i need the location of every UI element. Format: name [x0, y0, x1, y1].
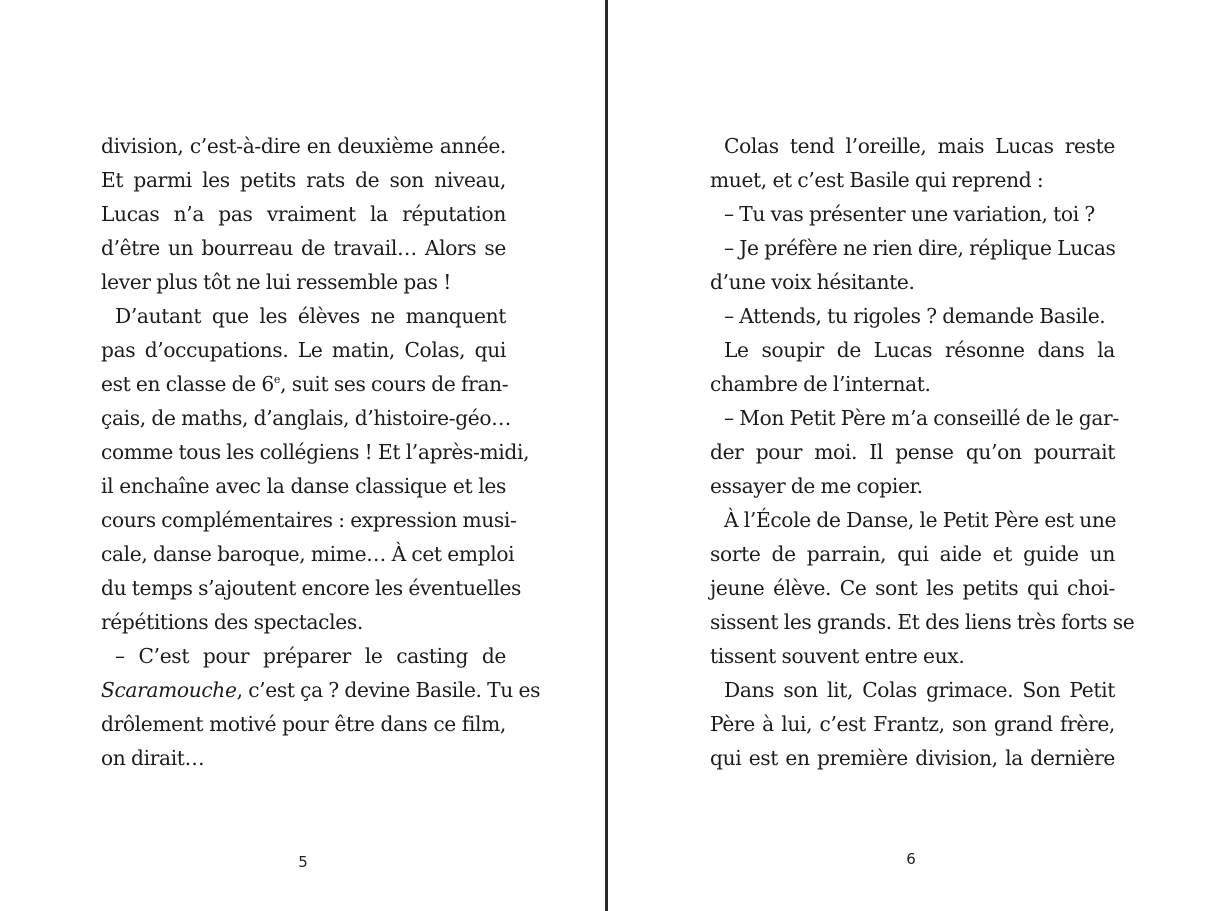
text-segment: , c’est ça ? devine Basile. Tu es [236, 678, 541, 702]
italic-title: Scaramouche [101, 678, 237, 702]
text-segment: der pour moi. Il pense qu’on pourrait [710, 440, 1115, 464]
text-line [710, 367, 1115, 401]
text-line [710, 129, 1115, 163]
text-segment: – C’est pour préparer le casting de [115, 644, 506, 668]
text-segment: Dans son lit, Colas grimace. Son Petit [724, 678, 1115, 702]
text-segment: Colas tend l’oreille, mais Lucas reste [724, 134, 1115, 158]
text-segment: cale, danse baroque, mime… À cet emploi [101, 542, 515, 566]
text-segment: D’autant que les élèves ne manquent [115, 304, 506, 328]
text-line [101, 197, 506, 231]
text-line [710, 741, 1115, 775]
text-line [710, 605, 1135, 639]
text-line [101, 503, 517, 537]
text-segment: division, c’est-à-dire en deuxième année. [101, 134, 506, 158]
text-segment: cours complémentaires : expression musi- [101, 508, 517, 532]
text-line [710, 435, 1115, 469]
text-segment: sissent les grands. Et des liens très forts se [710, 610, 1135, 634]
text-segment: – Tu vas présenter une variation, toi ? [724, 202, 1095, 226]
text-line [710, 503, 1115, 537]
text-segment: d’une voix hésitante. [710, 270, 915, 294]
text-segment: pas d’occupations. Le matin, Colas, qui [101, 338, 506, 362]
text-segment: sorte de parrain, qui aide et guide un [710, 542, 1115, 566]
text-line [101, 367, 509, 401]
text-segment: d’être un bourreau de travail… Alors se [101, 236, 506, 260]
text-segment: est en classe de 6 [101, 372, 274, 396]
text-line [710, 333, 1115, 367]
text-segment: Lucas n’a pas vraiment la réputation [101, 202, 506, 226]
left-page-body [101, 129, 541, 775]
book-gutter [605, 0, 608, 911]
text-line [101, 639, 506, 673]
text-segment: – Attends, tu rigoles ? demande Basile. [724, 304, 1106, 328]
right-page [609, 0, 1212, 911]
text-line [101, 571, 522, 605]
text-segment: tissent souvent entre eux. [710, 644, 965, 668]
text-line [101, 469, 506, 503]
text-line [710, 265, 1115, 299]
text-segment: , [280, 372, 292, 396]
text-line [710, 571, 1115, 605]
text-line [101, 265, 506, 299]
text-segment: il enchaîne avec la danse classique et les [101, 474, 506, 498]
text-line [101, 537, 515, 571]
text-segment: – Mon Petit Père m’a conseillé de le gar- [724, 406, 1119, 430]
text-segment: du temps s’ajoutent encore les éventuelles [101, 576, 522, 600]
text-line [710, 537, 1115, 571]
text-line [101, 435, 530, 469]
text-line [101, 707, 506, 741]
text-segment: çais, de maths, d’anglais, d’histoire-géo… [101, 406, 512, 430]
text-segment: Le soupir de Lucas résonne dans la [724, 338, 1115, 362]
text-line [101, 401, 512, 435]
text-segment: répétitions des spectacles. [101, 610, 363, 634]
text-segment: comme tous les collégiens ! Et l’après-midi, [101, 440, 530, 464]
text-segment: on dirait… [101, 746, 205, 770]
text-line [101, 605, 506, 639]
text-segment: Père à lui, c’est Frantz, son grand frère, [710, 712, 1115, 736]
text-line [710, 163, 1115, 197]
text-line [710, 639, 1115, 673]
text-segment: jeune élève. Ce sont les petits qui choi- [710, 576, 1115, 600]
text-segment: muet, et c’est Basile qui reprend : [710, 168, 1044, 192]
text-segment: suit ses cours de fran- [291, 372, 509, 396]
page-number-left: 5 [298, 853, 308, 871]
text-segment: chambre de l’internat. [710, 372, 931, 396]
text-segment: drôlement motivé pour être dans ce film, [101, 712, 506, 736]
text-line [710, 673, 1115, 707]
text-line [101, 299, 506, 333]
page-number-right: 6 [906, 850, 916, 868]
superscript: e [273, 373, 281, 386]
text-line [710, 299, 1115, 333]
right-page-body [710, 129, 1135, 775]
text-segment: essayer de me copier. [710, 474, 923, 498]
text-line [710, 469, 1115, 503]
text-segment: – Je préfère ne rien dire, réplique Lucas [724, 236, 1116, 260]
text-line [710, 401, 1119, 435]
text-segment: Et parmi les petits rats de son niveau, [101, 168, 506, 192]
text-line [710, 707, 1115, 741]
text-line [101, 673, 541, 707]
text-line [101, 231, 506, 265]
text-line [101, 741, 506, 775]
text-segment: qui est en première division, la dernière [710, 746, 1115, 770]
text-segment: À l’École de Danse, le Petit Père est une [724, 508, 1117, 532]
text-line [710, 197, 1115, 231]
text-line [101, 333, 506, 367]
text-segment: lever plus tôt ne lui ressemble pas ! [101, 270, 452, 294]
text-line [101, 163, 506, 197]
text-line [710, 231, 1115, 265]
text-line [101, 129, 506, 163]
